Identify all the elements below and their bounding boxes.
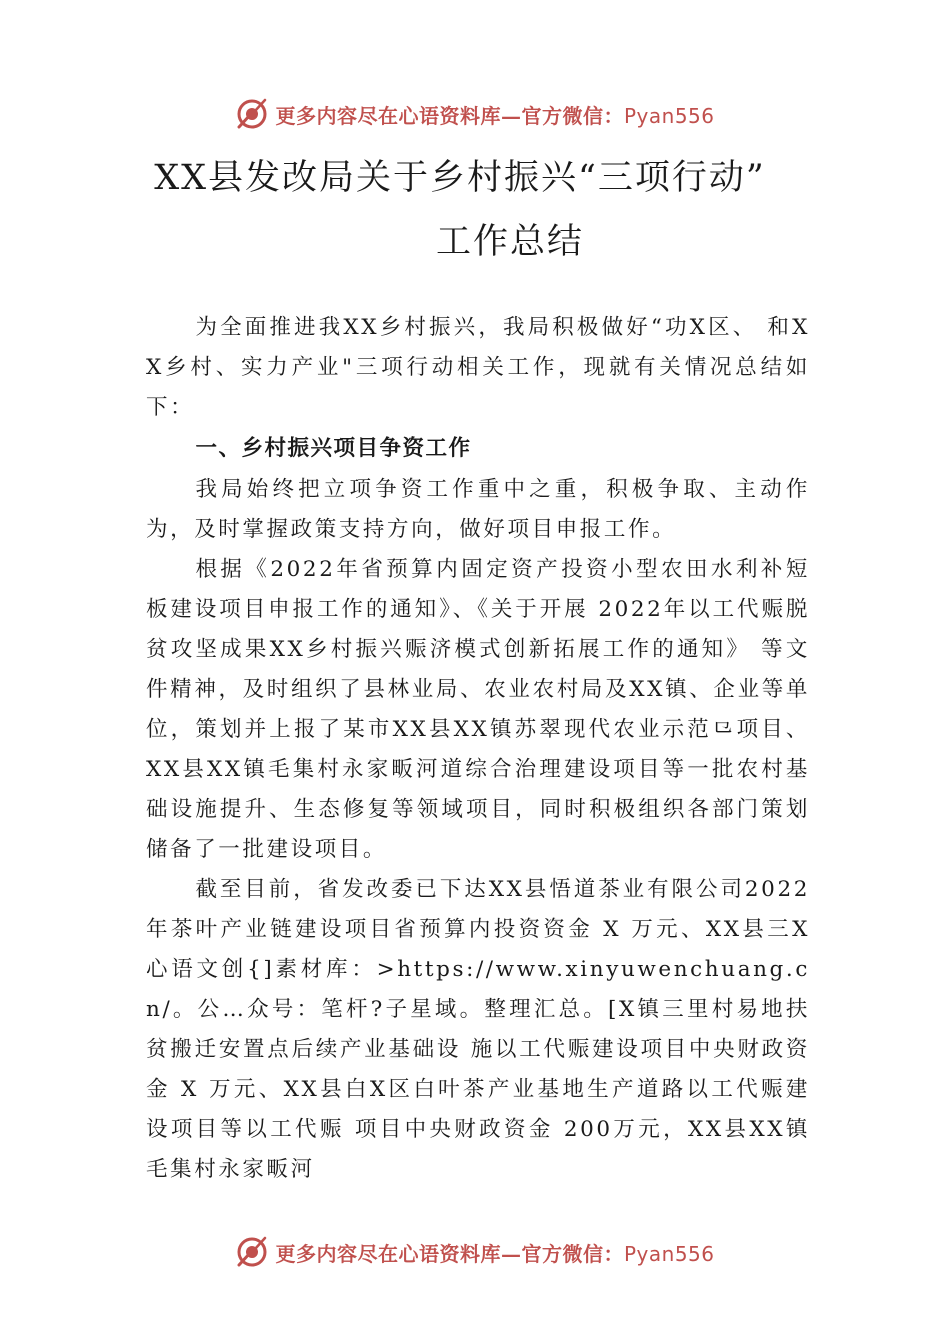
document-title-line-1: XX县发改局关于乡村振兴“三项行动”	[154, 158, 766, 198]
footer-banner	[0, 1232, 950, 1272]
header-banner-label: 更多内容尽在心语资料库—官方微信：	[275, 103, 624, 128]
section-1-heading: 一、乡村振兴项目争资工作	[195, 436, 472, 461]
footer-banner-handle: Pyan556	[623, 1241, 715, 1266]
document-title-line-2: 工作总结	[435, 222, 584, 262]
header-banner-handle: Pyan556	[623, 103, 715, 128]
footer-banner-label: 更多内容尽在心语资料库—官方微信：	[275, 1241, 624, 1266]
paragraph-1: 我局始终把立项争资工作重中之重，积极争取、主动作为，及时掌握政策支持方向，做好项目申报工作。	[146, 477, 810, 542]
quill-pen-seal-icon	[235, 1235, 269, 1269]
paragraph-2: 根据《2022年省预算内固定资产投资小型农田水利补短板建设项目申报工作的通知》、《关于开展 2022年以工代赈脱贫攻坚成果XX乡村振兴赈济模式创新拓展工作的通知》 等文件精神，及时组织了县林业局、农业农村局及XX镇、企业等单位，策划并上报了某市XX县XX镇苏翠现代农业示范⺋项目、XX县XX镇毛集村永家畈河道综合治理建设项目等一批农村基础设施提升、生态修复等领域项目，同时积极组织各部门策划储备了一批建设项目。	[146, 557, 810, 862]
intro-paragraph: 为全面推进我XX乡村振兴，我局积极做好“功X区、 和XX乡村、实力产业"三项行动相关工作，现就有关情况总结如下：	[146, 315, 810, 420]
paragraph-3: 截至目前，省发改委已下达XX县悟道茶业有限公司2022 年茶叶产业链建设项目省预算内投资资金 X 万元、XX县三X心语文创{]素材库：>https://www.xinyuwenchuang.cn/。公…众号：笔杆?子星域。整理汇总。[X镇三里村易地扶贫搬迁安置点后续产业基础设 施以工代赈建设项目中央财政资金 X 万元、XX县白X区白叶茶产业基地生产道路以工代赈建设项目等以工代赈 项目中央财政资金 200万元，XX县XX镇毛集村永家畈河	[146, 877, 810, 1182]
header-banner-text	[275, 100, 714, 129]
header-banner	[0, 94, 950, 134]
footer-banner-text	[275, 1238, 714, 1267]
quill-pen-seal-icon	[235, 97, 269, 131]
document-body	[146, 308, 810, 1190]
